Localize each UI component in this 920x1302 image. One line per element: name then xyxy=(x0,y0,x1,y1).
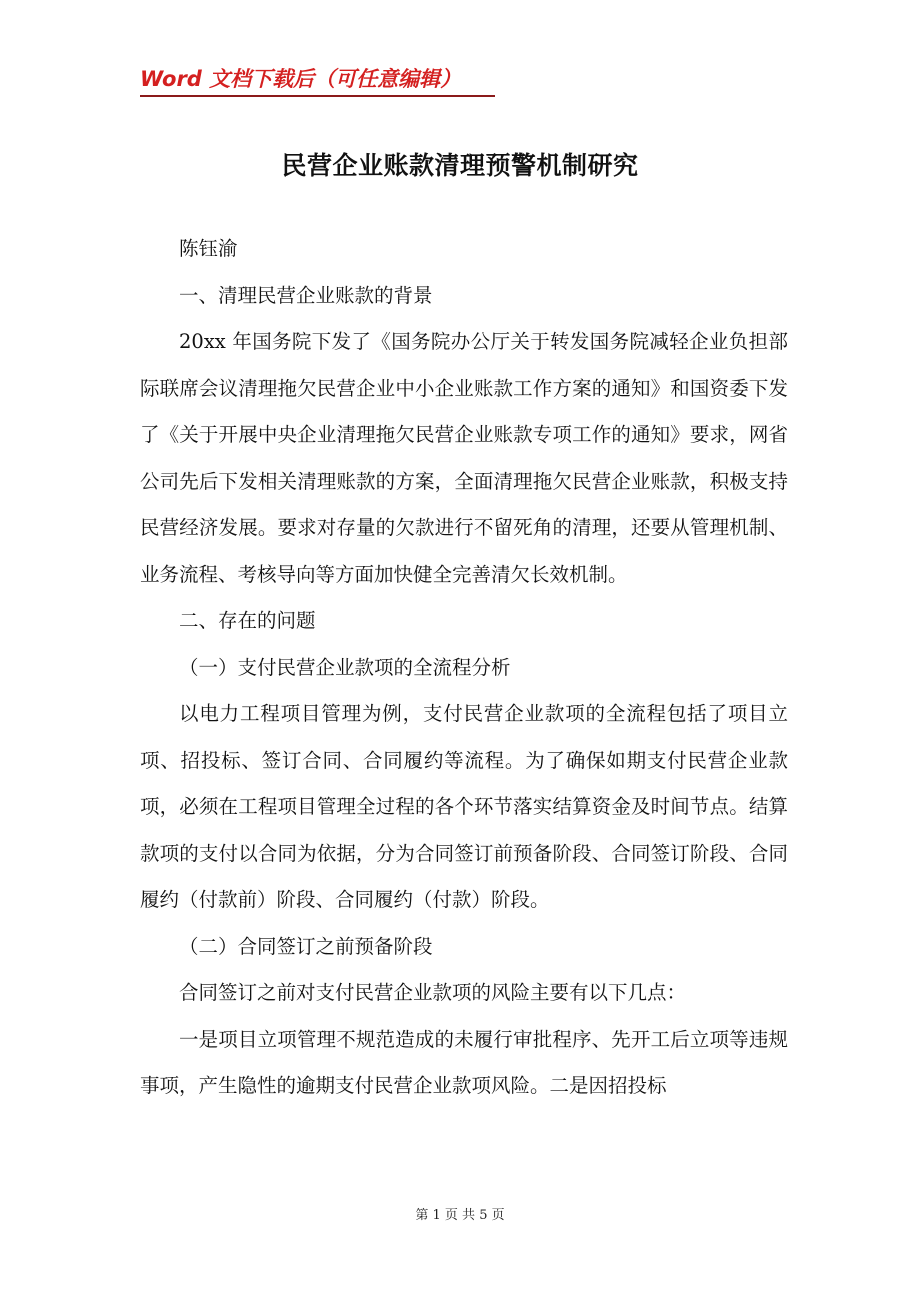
body-paragraph: 合同签订之前对支付民营企业款项的风险主要有以下几点： xyxy=(179,981,687,1004)
author-line: 陈钰渝 xyxy=(179,237,238,260)
subsection-heading-process: （一）支付民营企业款项的全流程分析 xyxy=(179,655,511,679)
section-heading-problems: 二、存在的问题 xyxy=(179,609,316,632)
body-paragraph: 20xx 年国务院下发了《国务院办公厅关于转发国务院减轻企业负担部际联席会议清理拖欠民营企业中小企业账款工作方案的通知》和国资委下发了《关于开展中央企业清理拖欠民营企业账款专项工作的通知》要求，网省公司先后下发相关清理账款的方案，全面清理拖欠民营企业账款，积极支持民营经济发展。要求对存量的欠款进行不留死角的清理，还要从管理机制、业务流程、考核导向等方面加快健全完善清欠长效机制。 xyxy=(140,330,788,586)
banner-underline xyxy=(140,95,495,97)
body-paragraph: 以电力工程项目管理为例，支付民营企业款项的全流程包括了项目立项、招投标、签订合同、合同履约等流程。为了确保如期支付民营企业款项，必须在工程项目管理全过程的各个环节落实结算资金及时间节点。结算款项的支付以合同为依据，分为合同签订前预备阶段、合同签订阶段、合同履约（付款前）阶段、合同履约（付款）阶段。 xyxy=(140,702,788,911)
document-body xyxy=(140,226,788,1110)
download-banner-text: Word 文档下载后（可任意编辑） xyxy=(140,67,462,91)
body-paragraph: 一是项目立项管理不规范造成的未履行审批程序、先开工后立项等违规事项，产生隐性的逾期支付民营企业款项风险。二是因招投标 xyxy=(140,1027,788,1097)
section-heading-background: 一、清理民营企业账款的背景 xyxy=(179,283,433,307)
document-title: 民营企业账款清理预警机制研究 xyxy=(281,151,639,180)
page-number-footer: 第 1 页 共 5 页 xyxy=(415,1208,505,1223)
download-banner xyxy=(140,64,495,98)
subsection-heading-pre-contract: （二）合同签订之前预备阶段 xyxy=(179,934,433,958)
